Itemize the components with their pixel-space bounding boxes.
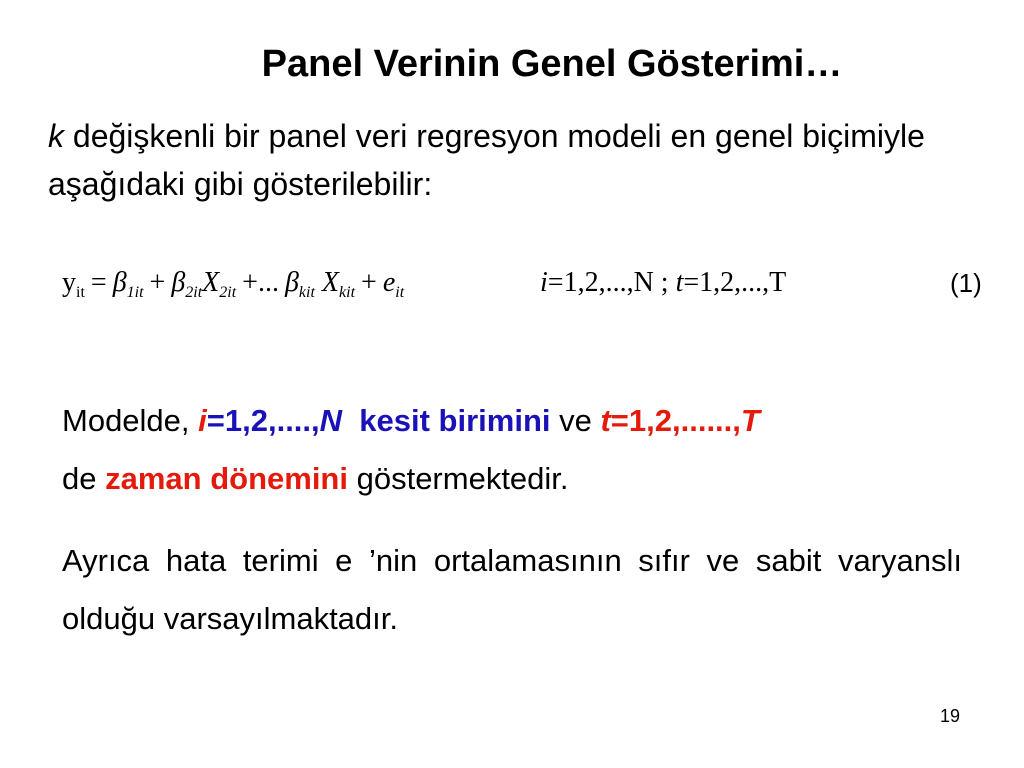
formula-beta-1-sub: 1it bbox=[126, 284, 144, 301]
formula-y: y bbox=[62, 267, 76, 298]
formula-beta-k: β bbox=[284, 267, 299, 298]
intro-variable: k bbox=[48, 118, 64, 154]
para1-de: de bbox=[62, 461, 106, 496]
slide-title: Panel Verinin Genel Gösterimi… bbox=[261, 43, 843, 85]
para1-kesit: kesit birimini bbox=[359, 403, 551, 438]
regression-formula bbox=[62, 258, 992, 308]
formula-beta-2-sub: 2it bbox=[185, 284, 203, 301]
formula-plus-2: + bbox=[361, 267, 377, 298]
formula-equals: = bbox=[90, 267, 107, 298]
para1-n: N bbox=[319, 403, 343, 438]
formula-index-i-range: =1,2,...,N ; bbox=[547, 267, 669, 298]
formula-plus-1: + bbox=[149, 267, 166, 298]
formula-index-t-range: =1,2,...,T bbox=[683, 267, 787, 298]
equation-number: (1) bbox=[950, 268, 982, 298]
formula-dots: +... bbox=[242, 267, 279, 298]
para1-i-range: =1,2,...., bbox=[206, 403, 320, 438]
page-number: 19 bbox=[940, 706, 961, 726]
intro-paragraph bbox=[48, 112, 998, 208]
formula-index-i: i bbox=[540, 267, 548, 298]
para1-t-range: =1,2,......, bbox=[610, 403, 741, 438]
para1-t: T bbox=[740, 403, 760, 438]
para1-zaman: zaman dönemini bbox=[105, 461, 348, 496]
formula-x-2-sub: 2it bbox=[219, 284, 237, 301]
formula-y-sub: it bbox=[76, 284, 85, 301]
formula-x-k: X bbox=[321, 267, 340, 298]
intro-text: değişkenli bir panel veri regresyon modeli en genel biçimiyle aşağıdaki gibi gösterilebilir: bbox=[48, 118, 925, 202]
formula-error-sub: it bbox=[395, 284, 405, 301]
para1-ve: ve bbox=[550, 403, 601, 438]
assumption-paragraph: Ayrıca hata terimi e ’nin ortalamasının sıfır ve sabit varyanslı olduğu varsayılmaktadır. bbox=[62, 543, 962, 636]
formula-index-t: t bbox=[675, 267, 684, 298]
formula-equation bbox=[62, 258, 404, 318]
definition-paragraph bbox=[62, 392, 972, 508]
para1-t-var: t bbox=[600, 403, 611, 438]
formula-x-k-sub: kit bbox=[339, 284, 356, 301]
formula-x-2: X bbox=[202, 267, 220, 298]
para1-rest: göstermektedir. bbox=[347, 461, 569, 496]
formula-error: e bbox=[382, 267, 396, 298]
formula-beta-2: β bbox=[171, 267, 186, 298]
para1-i-var: i bbox=[198, 403, 207, 438]
formula-beta-1: β bbox=[112, 267, 127, 298]
formula-beta-k-sub: kit bbox=[298, 284, 315, 301]
formula-index-ranges bbox=[540, 258, 786, 308]
para1-lead: Modelde, bbox=[62, 403, 199, 438]
